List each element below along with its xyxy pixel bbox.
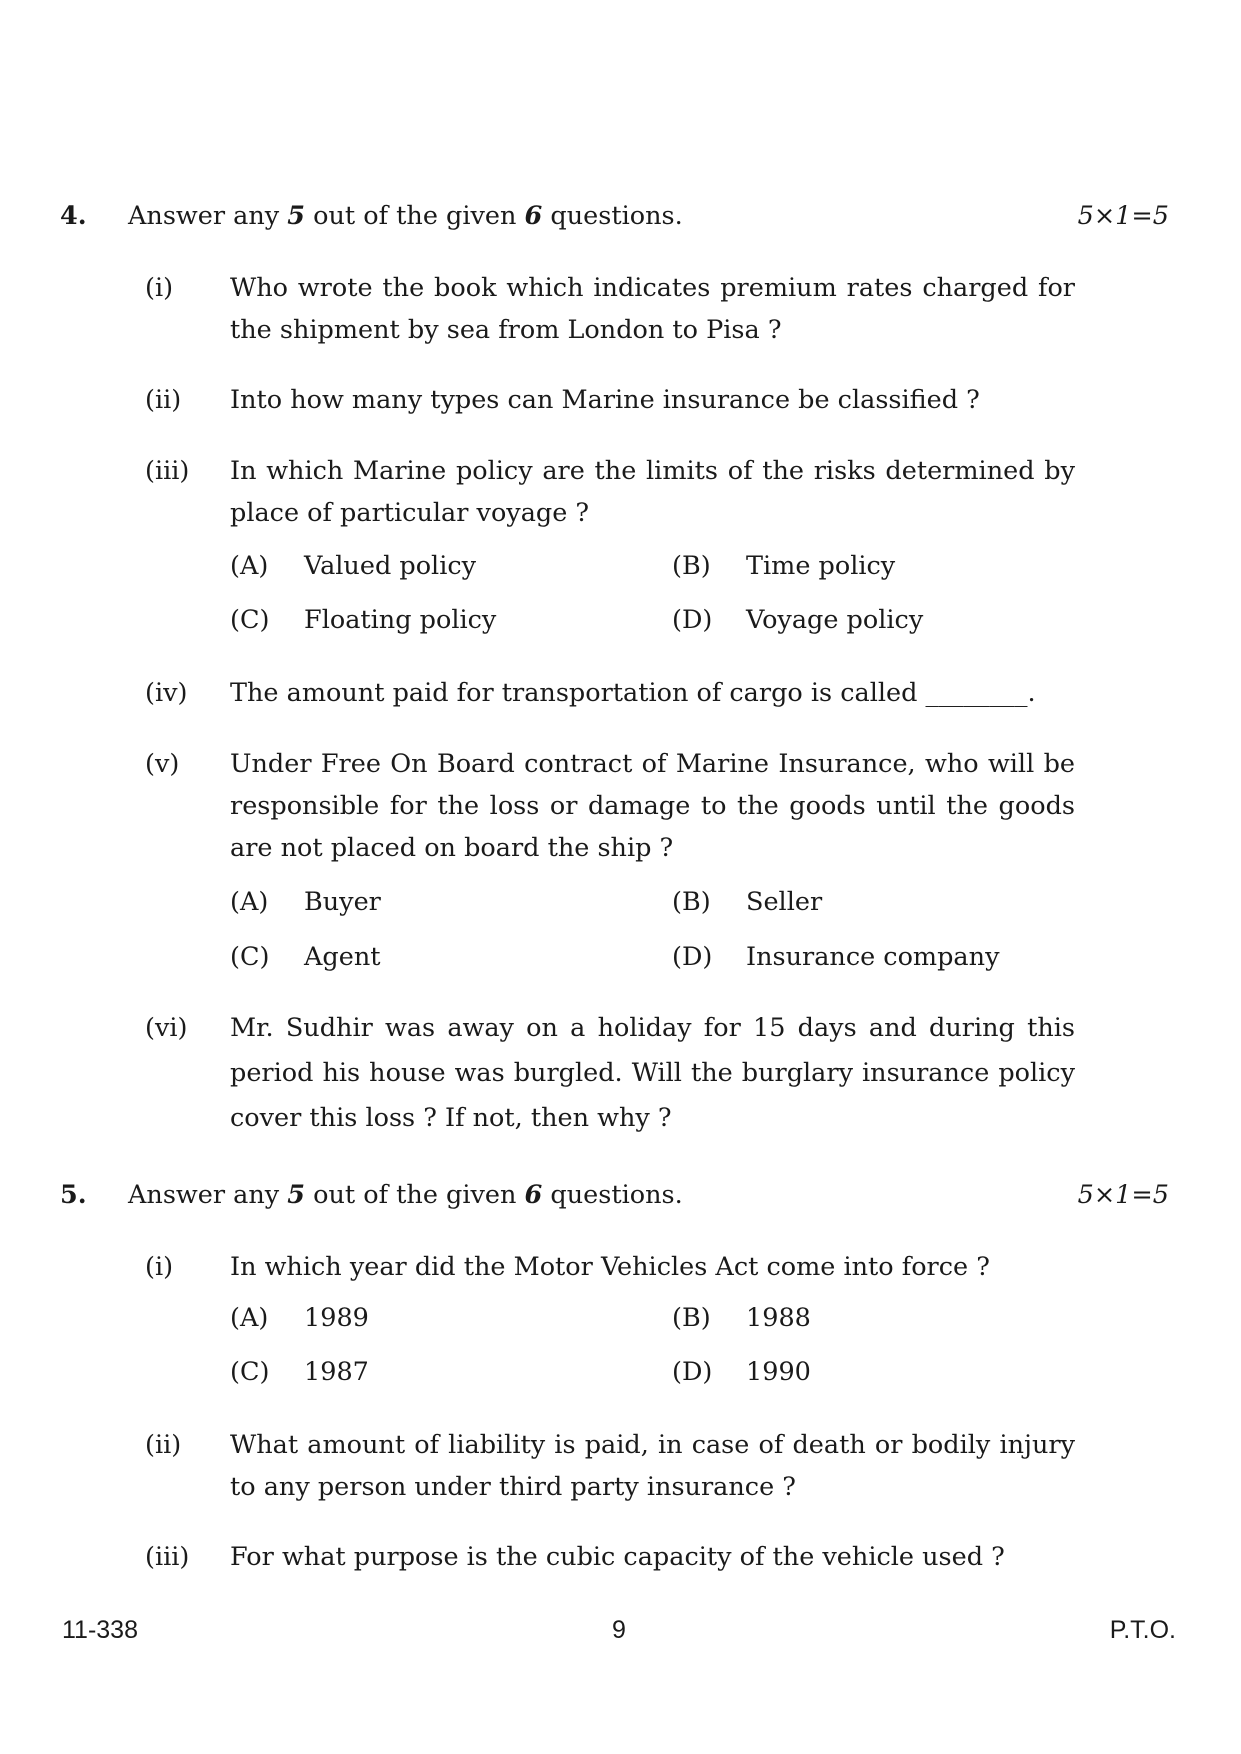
part-label: (i) — [145, 273, 174, 303]
option-text: Agent — [304, 942, 381, 972]
option-text: Seller — [746, 887, 823, 917]
part-label: (v) — [145, 749, 180, 779]
part-text: In which year did the Motor Vehicles Act come into force ? — [230, 1252, 990, 1282]
option-label: (C) — [230, 942, 270, 972]
question-number: 4. — [60, 201, 87, 231]
question-marks: 5×1=5 — [1077, 201, 1169, 231]
part-text: The amount paid for transportation of cargo is called ________. — [230, 678, 1036, 708]
option-text: 1990 — [746, 1357, 811, 1387]
please-turn-over: P.T.O. — [1109, 1616, 1176, 1644]
option-text: Time policy — [746, 551, 896, 581]
option-label: (C) — [230, 1357, 270, 1387]
option-label: (B) — [672, 551, 711, 581]
page-number: 9 — [612, 1616, 626, 1644]
option-label: (D) — [672, 605, 713, 635]
option-label: (C) — [230, 605, 270, 635]
question-number: 5. — [60, 1180, 87, 1210]
part-text: Into how many types can Marine insurance be classified ? — [230, 385, 980, 415]
question-4-header — [0, 196, 1241, 236]
option-label: (B) — [672, 1303, 711, 1333]
option-text: 1987 — [304, 1357, 369, 1387]
part-text: What amount of liability is paid, in case of death or bodily injury to any person under third party insurance ? — [230, 1430, 1075, 1502]
part-label: (iv) — [145, 678, 188, 708]
part-label: (iii) — [145, 456, 190, 486]
question-instruction: Answer any 5 out of the given 6 questions. — [128, 201, 683, 231]
part-label: (ii) — [145, 1430, 182, 1460]
option-label: (A) — [230, 1303, 269, 1333]
paper-code: 11-338 — [62, 1616, 138, 1644]
option-label: (A) — [230, 887, 269, 917]
option-text: Floating policy — [304, 605, 497, 635]
option-text: Valued policy — [304, 551, 477, 581]
part-text: For what purpose is the cubic capacity of the vehicle used ? — [230, 1542, 1005, 1572]
question-instruction: Answer any 5 out of the given 6 questions. — [128, 1180, 683, 1210]
part-label: (ii) — [145, 385, 182, 415]
part-text: Mr. Sudhir was away on a holiday for 15 days and during this period his house was burgled. Will the burglary insurance policy cover this loss ? If not, then why ? — [230, 1013, 1075, 1133]
option-label: (D) — [672, 942, 713, 972]
question-marks: 5×1=5 — [1077, 1180, 1169, 1210]
option-text: Insurance company — [746, 942, 1000, 972]
option-text: Buyer — [304, 887, 381, 917]
part-label: (i) — [145, 1252, 174, 1282]
part-text: In which Marine policy are the limits of the risks determined by place of particular voyage ? — [230, 456, 1075, 528]
option-label: (D) — [672, 1357, 713, 1387]
part-text: Under Free On Board contract of Marine Insurance, who will be responsible for the loss or damage to the goods until the goods are not placed on board the ship ? — [230, 749, 1075, 863]
part-text: Who wrote the book which indicates premium rates charged for the shipment by sea from London to Pisa ? — [230, 273, 1075, 345]
part-label: (iii) — [145, 1542, 190, 1572]
part-label: (vi) — [145, 1013, 188, 1043]
option-text: 1988 — [746, 1303, 811, 1333]
question-5-header — [0, 1175, 1241, 1215]
option-label: (B) — [672, 887, 711, 917]
option-text: 1989 — [304, 1303, 369, 1333]
option-label: (A) — [230, 551, 269, 581]
option-text: Voyage policy — [746, 605, 924, 635]
